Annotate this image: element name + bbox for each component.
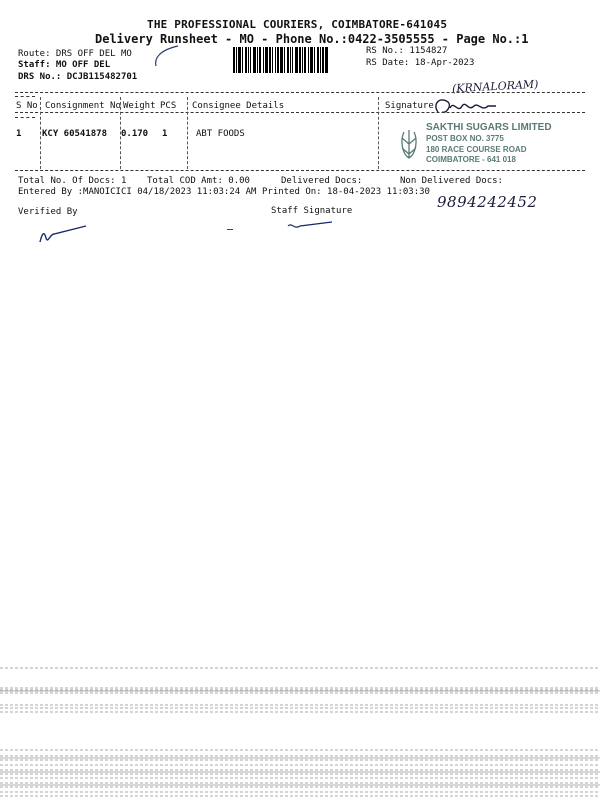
verified-by-label: Verified By xyxy=(18,207,78,217)
route-label: Route: DRS OFF DEL MO xyxy=(18,49,132,59)
col-sep-3 xyxy=(187,97,188,169)
stamp-logo-icon xyxy=(398,128,420,160)
stamp-line-1: SAKTHI SUGARS LIMITED xyxy=(426,122,552,133)
stray-mark xyxy=(227,229,233,230)
staff-label: Staff: MO OFF DEL xyxy=(18,60,111,70)
col-header-consignee: Consignee Details xyxy=(192,101,285,111)
row-1-weight: 0.170 xyxy=(121,129,149,139)
verifier-signature xyxy=(36,222,92,246)
runsheet-heading: Delivery Runsheet - MO - Phone No.:0422-3505555 - Page No.:1 xyxy=(95,32,529,46)
receiver-signature xyxy=(430,94,500,120)
handwritten-phone: 9894242452 xyxy=(437,193,538,211)
total-cod: Total COD Amt: 0.00 xyxy=(147,176,250,186)
entered-by: Entered By :MANOICICI 04/18/2023 11:03:24 AM xyxy=(18,187,257,197)
scan-artifacts xyxy=(0,660,600,800)
header-bottom-rule xyxy=(15,112,585,113)
stamp-line-3: 180 RACE COURSE ROAD xyxy=(426,145,527,154)
printed-on: Printed On: 18-04-2023 11:03:30 xyxy=(262,187,430,197)
handwritten-receiver-name: (KRNALORAM) xyxy=(451,77,539,96)
row-1-pcs: 1 xyxy=(162,129,168,139)
non-delivered-docs: Non Delivered Docs: xyxy=(400,176,503,186)
col-header-pcs: PCS xyxy=(160,101,177,111)
col-header-weight: Weight xyxy=(123,101,156,111)
header-bottom-rule-short xyxy=(15,117,35,118)
row-1-sno: 1 xyxy=(16,129,22,139)
col-header-sno: S No xyxy=(16,101,38,111)
table-top-rule xyxy=(15,92,585,93)
staff-signature-label: Staff Signature xyxy=(271,206,353,216)
total-docs: Total No. Of Docs: 1 xyxy=(18,176,127,186)
table-top-rule-short xyxy=(15,96,35,97)
stamp-line-2: POST BOX NO. 3775 xyxy=(426,134,504,143)
rs-number: RS No.: 1154827 xyxy=(366,46,448,56)
company-heading: THE PROFESSIONAL COURIERS, COIMBATORE-641045 xyxy=(147,18,448,31)
col-header-signature: Signature xyxy=(385,101,434,111)
table-bottom-rule xyxy=(15,170,585,171)
delivered-docs: Delivered Docs: xyxy=(281,176,363,186)
row-1-consignee: ABT FOODS xyxy=(196,129,245,139)
stamp-line-4: COIMBATORE - 641 018 xyxy=(426,155,516,164)
row-1-consignment: KCY 60541878 xyxy=(42,129,108,139)
col-sep-4 xyxy=(378,97,379,169)
company-stamp xyxy=(398,120,570,166)
rs-date: RS Date: 18-Apr-2023 xyxy=(366,58,475,68)
pen-stroke xyxy=(148,44,188,68)
staff-signature-mark xyxy=(284,218,336,232)
col-header-consignment: Consignment No xyxy=(45,101,121,111)
col-sep-1 xyxy=(40,97,41,169)
barcode xyxy=(233,47,358,73)
drs-number: DRS No.: DCJB115482701 xyxy=(18,72,138,82)
